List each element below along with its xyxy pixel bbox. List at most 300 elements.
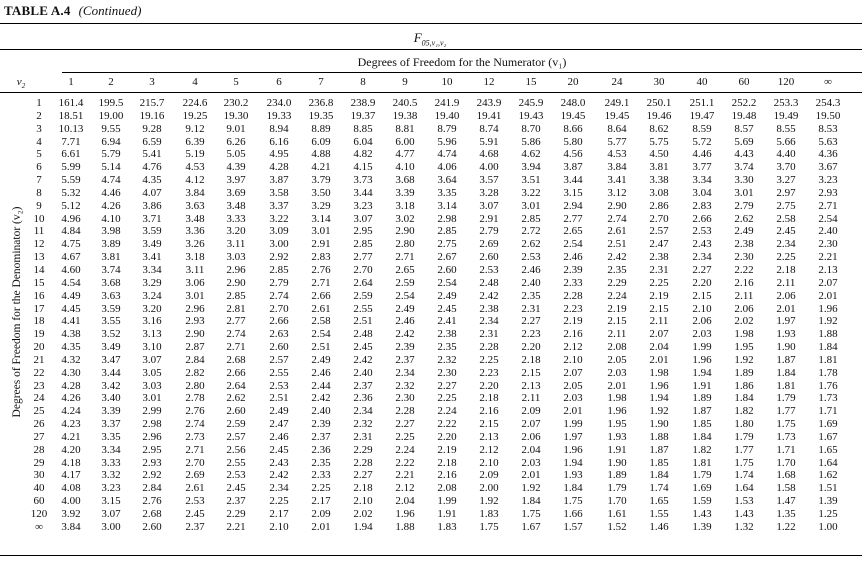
column-header-cell: 8 — [360, 76, 366, 88]
table-cell: 4.32 — [61, 353, 81, 366]
table-cell: 245.9 — [518, 97, 544, 109]
row-v2-label: 21 — [33, 353, 45, 366]
table-cell: 2.19 — [607, 302, 627, 315]
table-cell: 1.64 — [734, 482, 754, 495]
table-cell: 2.18 — [437, 456, 457, 469]
table-cell: 5.66 — [776, 135, 796, 148]
table-cell: 3.81 — [101, 251, 121, 264]
row-v2-label: 16 — [33, 289, 45, 302]
table-cell: 2.19 — [649, 289, 669, 302]
row-v2-label: 30 — [33, 469, 45, 482]
table-cell: 2.42 — [607, 251, 627, 264]
table-cell: 1.84 — [563, 482, 583, 495]
table-cell: 4.39 — [226, 161, 246, 174]
table-cell: 2.46 — [521, 263, 541, 276]
table-cell: 2.35 — [437, 341, 457, 354]
table-cell: 2.51 — [353, 315, 373, 328]
table-cell: 236.8 — [308, 97, 334, 109]
table-cell: 2.56 — [226, 443, 246, 456]
table-cell: 8.74 — [479, 122, 499, 135]
table-cell: 2.60 — [226, 405, 246, 418]
table-cell: 1.95 — [734, 341, 754, 354]
table-cell: 2.46 — [563, 251, 583, 264]
table-cell: 1.67 — [521, 520, 541, 533]
table-cell: 2.49 — [395, 302, 415, 315]
table-cell: 4.28 — [61, 379, 81, 392]
table-cell: 6.59 — [142, 135, 162, 148]
table-cell: 2.61 — [311, 302, 331, 315]
row-v2-label: 24 — [33, 392, 45, 405]
row-v2-label: 19 — [33, 328, 45, 341]
table-cell: 2.13 — [521, 379, 541, 392]
table-cell: 2.70 — [649, 212, 669, 225]
table-cell: 2.61 — [185, 482, 205, 495]
table-cell: 2.55 — [353, 302, 373, 315]
table-cell: 2.57 — [226, 430, 246, 443]
table-cell: 3.00 — [101, 520, 121, 533]
table-row — [0, 457, 862, 470]
table-cell: 254.3 — [815, 97, 841, 109]
table-cell: 2.80 — [395, 238, 415, 251]
table-cell: 3.37 — [101, 418, 121, 431]
row-v2-label: 12 — [33, 238, 45, 251]
f-distribution-symbol — [380, 30, 480, 48]
table-cell: 2.91 — [479, 212, 499, 225]
table-cell: 1.77 — [776, 405, 796, 418]
table-cell: 4.35 — [61, 341, 81, 354]
table-cell: 4.45 — [61, 302, 81, 315]
table-cell: 2.60 — [437, 263, 457, 276]
row-v2-label: 60 — [33, 495, 45, 508]
table-cell: 2.20 — [479, 379, 499, 392]
table-cell: 2.71 — [395, 251, 415, 264]
table-cell: 1.84 — [692, 430, 712, 443]
table-cell: 6.26 — [226, 135, 246, 148]
table-cell: 2.16 — [479, 405, 499, 418]
table-cell: 2.70 — [353, 263, 373, 276]
table-cell: 3.11 — [185, 263, 205, 276]
table-cell: 2.39 — [563, 263, 583, 276]
table-cell: 1.25 — [818, 508, 838, 520]
table-cell: 2.62 — [226, 392, 246, 405]
top-rule — [0, 23, 862, 24]
table-cell: 2.10 — [353, 495, 373, 508]
table-cell: 2.05 — [607, 353, 627, 366]
table-cell: 1.87 — [649, 443, 669, 456]
table-cell: 2.13 — [818, 263, 838, 276]
table-cell: 2.01 — [563, 405, 583, 418]
table-cell: 2.22 — [734, 263, 754, 276]
table-cell: 19.50 — [815, 109, 841, 122]
table-cell: 2.34 — [776, 238, 796, 251]
column-header-cell: 2 — [108, 76, 114, 88]
table-cell: 2.35 — [607, 263, 627, 276]
table-cell: 2.68 — [142, 508, 162, 520]
table-cell: 2.18 — [776, 263, 796, 276]
table-cell: 2.39 — [311, 418, 331, 431]
table-cell: 2.00 — [479, 482, 499, 495]
table-cell: 2.40 — [818, 225, 838, 238]
table-cell: 1.64 — [818, 456, 838, 469]
table-cell: 4.49 — [61, 289, 81, 302]
table-cell: 9.28 — [142, 122, 162, 135]
table-cell: 19.40 — [434, 109, 460, 122]
table-cell: 19.38 — [392, 109, 418, 122]
table-cell: 1.82 — [734, 405, 754, 418]
table-cell: 1.79 — [607, 482, 627, 495]
column-header-cell: 60 — [738, 76, 750, 88]
table-cell: 2.35 — [521, 289, 541, 302]
column-header-cell: 9 — [402, 76, 408, 88]
table-cell: 3.40 — [101, 392, 121, 405]
table-cell: 3.64 — [437, 174, 457, 187]
table-cell: 2.44 — [311, 379, 331, 392]
table-cell: 2.25 — [395, 430, 415, 443]
table-cell: 2.51 — [311, 341, 331, 354]
table-cell: 4.18 — [61, 456, 81, 469]
bottom-rule — [0, 555, 862, 556]
table-body — [0, 97, 862, 534]
table-cell: 4.26 — [61, 392, 81, 405]
table-cell: 1.67 — [818, 430, 838, 443]
table-cell: 4.21 — [61, 430, 81, 443]
table-cell: 1.69 — [692, 482, 712, 495]
table-cell: 5.79 — [101, 148, 121, 161]
table-cell: 7.71 — [61, 135, 81, 148]
table-cell: 1.73 — [776, 430, 796, 443]
table-cell: 1.75 — [563, 495, 583, 508]
table-cell: 2.69 — [479, 238, 499, 251]
table-cell: 2.66 — [311, 289, 331, 302]
table-cell: 2.06 — [776, 289, 796, 302]
table-row — [0, 213, 862, 226]
table-row — [0, 328, 862, 341]
table-cell: 2.83 — [692, 199, 712, 212]
table-cell: 4.15 — [353, 161, 373, 174]
table-cell: 2.11 — [521, 392, 541, 405]
table-cell: 2.07 — [818, 276, 838, 289]
table-cell: 2.15 — [692, 289, 712, 302]
table-cell: 1.83 — [479, 508, 499, 520]
table-cell: 2.07 — [563, 366, 583, 379]
row-v2-label: 17 — [33, 302, 45, 315]
table-cell: 2.01 — [607, 379, 627, 392]
table-cell: 5.99 — [61, 161, 81, 174]
table-cell: 2.08 — [607, 341, 627, 354]
table-cell: 2.42 — [395, 328, 415, 341]
column-header-row — [0, 76, 862, 90]
table-cell: 2.03 — [607, 366, 627, 379]
row-v2-label: 26 — [33, 418, 45, 431]
table-cell: 2.49 — [269, 405, 289, 418]
table-cell: 2.42 — [311, 392, 331, 405]
table-cell: 2.85 — [521, 212, 541, 225]
v2-header-base: v — [16, 76, 22, 88]
table-cell: 2.09 — [521, 405, 541, 418]
table-cell: 248.0 — [560, 97, 586, 109]
table-cell: 5.63 — [818, 135, 838, 148]
table-row — [0, 469, 862, 482]
table-cell: 1.92 — [479, 495, 499, 508]
table-cell: 3.23 — [101, 482, 121, 495]
table-cell: 1.68 — [776, 469, 796, 482]
table-cell: 3.86 — [142, 199, 162, 212]
table-cell: 1.84 — [649, 469, 669, 482]
table-cell: 2.29 — [607, 276, 627, 289]
table-cell: 2.25 — [776, 251, 796, 264]
table-cell: 3.35 — [437, 186, 457, 199]
table-cell: 5.69 — [734, 135, 754, 148]
table-cell: 3.52 — [101, 328, 121, 341]
table-cell: 2.79 — [734, 199, 754, 212]
table-cell: 1.99 — [692, 341, 712, 354]
row-v2-label: 18 — [33, 315, 45, 328]
table-cell: 2.65 — [395, 263, 415, 276]
table-cell: 2.90 — [607, 199, 627, 212]
table-cell: 5.86 — [521, 135, 541, 148]
table-cell: 2.23 — [521, 328, 541, 341]
table-cell: 2.49 — [311, 353, 331, 366]
table-cell: 243.9 — [476, 97, 502, 109]
table-cell: 250.1 — [646, 97, 672, 109]
table-cell: 8.53 — [818, 122, 838, 135]
table-cell: 2.92 — [269, 251, 289, 264]
table-row — [0, 303, 862, 316]
table-row — [0, 123, 862, 136]
table-cell: 2.34 — [353, 405, 373, 418]
table-cell: 1.85 — [692, 418, 712, 431]
table-cell: 2.43 — [692, 238, 712, 251]
table-cell: 2.96 — [142, 430, 162, 443]
denominator-label: Degrees of Freedom for the Denominator (v₂) — [11, 206, 23, 418]
table-cell: 1.35 — [776, 508, 796, 520]
table-cell: 19.41 — [476, 109, 502, 122]
table-cell: 3.03 — [142, 379, 162, 392]
table-cell: 2.48 — [353, 328, 373, 341]
table-cell: 2.77 — [226, 315, 246, 328]
table-cell: 199.5 — [98, 97, 124, 109]
table-row — [0, 251, 862, 264]
table-cell: 3.22 — [269, 212, 289, 225]
table-cell: 3.73 — [353, 174, 373, 187]
row-v2-label: 23 — [33, 379, 45, 392]
table-cell: 1.74 — [734, 469, 754, 482]
table-cell: 2.33 — [311, 469, 331, 482]
table-cell: 2.79 — [479, 225, 499, 238]
table-row — [0, 264, 862, 277]
table-cell: 3.63 — [101, 289, 121, 302]
table-row — [0, 174, 862, 187]
table-row — [0, 482, 862, 495]
table-cell: 8.89 — [311, 122, 331, 135]
table-cell: 2.22 — [395, 456, 415, 469]
table-cell: 2.83 — [311, 251, 331, 264]
table-cell: 1.79 — [734, 430, 754, 443]
table-cell: 2.99 — [142, 405, 162, 418]
table-cell: 2.96 — [185, 302, 205, 315]
table-cell: 251.1 — [689, 97, 715, 109]
table-cell: 230.2 — [223, 97, 249, 109]
table-cell: 8.79 — [437, 122, 457, 135]
table-cell: 10.13 — [58, 122, 84, 135]
table-cell: 1.47 — [776, 495, 796, 508]
table-cell: 2.79 — [269, 276, 289, 289]
table-cell: 6.16 — [269, 135, 289, 148]
table-cell: 3.32 — [101, 469, 121, 482]
table-cell: 1.89 — [607, 469, 627, 482]
table-cell: 2.96 — [226, 263, 246, 276]
table-cell: 19.49 — [773, 109, 799, 122]
table-cell: 2.31 — [649, 263, 669, 276]
table-cell: 3.51 — [521, 174, 541, 187]
table-cell: 3.50 — [311, 186, 331, 199]
table-cell: 1.39 — [818, 495, 838, 508]
table-cell: 19.37 — [350, 109, 376, 122]
table-cell: 4.17 — [61, 469, 81, 482]
table-cell: 2.21 — [226, 520, 246, 533]
table-row — [0, 110, 862, 123]
table-cell: 3.74 — [101, 263, 121, 276]
table-cell: 5.19 — [185, 148, 205, 161]
table-cell: 2.25 — [311, 482, 331, 495]
table-cell: 2.16 — [734, 276, 754, 289]
table-cell: 5.41 — [142, 148, 162, 161]
table-cell: 2.60 — [479, 251, 499, 264]
table-row — [0, 161, 862, 174]
table-cell: 2.01 — [776, 302, 796, 315]
table-cell: 1.55 — [649, 508, 669, 520]
table-cell: 3.44 — [563, 174, 583, 187]
table-cell: 2.42 — [479, 289, 499, 302]
table-cell: 2.85 — [226, 289, 246, 302]
table-cell: 3.22 — [521, 186, 541, 199]
table-cell: 19.43 — [518, 109, 544, 122]
table-cell: 2.29 — [226, 508, 246, 520]
table-cell: 3.03 — [226, 251, 246, 264]
table-cell: 1.84 — [734, 392, 754, 405]
table-cell: 1.79 — [776, 392, 796, 405]
table-cell: 2.91 — [311, 238, 331, 251]
table-cell: 1.61 — [607, 508, 627, 520]
table-cell: 2.61 — [607, 225, 627, 238]
table-cell: 2.45 — [353, 341, 373, 354]
table-cell: 2.53 — [185, 495, 205, 508]
table-cell: 4.10 — [395, 161, 415, 174]
table-cell: 2.27 — [353, 469, 373, 482]
table-cell: 2.62 — [734, 212, 754, 225]
table-cell: 8.59 — [692, 122, 712, 135]
table-cell: 3.35 — [101, 430, 121, 443]
table-cell: 2.40 — [521, 276, 541, 289]
table-cell: 2.38 — [479, 302, 499, 315]
table-cell: 2.15 — [521, 366, 541, 379]
table-cell: 2.18 — [479, 392, 499, 405]
table-cell: 4.68 — [479, 148, 499, 161]
table-cell: 1.83 — [437, 520, 457, 533]
column-header-cell: 6 — [276, 76, 282, 88]
table-cell: 2.49 — [437, 289, 457, 302]
row-v2-label: 3 — [36, 122, 42, 135]
table-cell: 2.59 — [226, 418, 246, 431]
table-cell: 2.10 — [692, 302, 712, 315]
table-cell: 2.74 — [269, 289, 289, 302]
table-cell: 241.9 — [434, 97, 460, 109]
table-cell: 2.28 — [395, 405, 415, 418]
row-v2-label: 28 — [33, 443, 45, 456]
table-cell: 19.35 — [308, 109, 334, 122]
table-cell: 3.15 — [101, 495, 121, 508]
table-cell: 1.90 — [776, 341, 796, 354]
table-cell: 5.32 — [61, 186, 81, 199]
table-cell: 3.77 — [692, 161, 712, 174]
row-v2-label: 13 — [33, 251, 45, 264]
table-cell: 8.85 — [353, 122, 373, 135]
table-cell: 2.37 — [311, 430, 331, 443]
table-cell: 2.71 — [311, 276, 331, 289]
table-cell: 1.52 — [607, 520, 627, 533]
table-cell: 3.44 — [101, 366, 121, 379]
table-cell: 2.54 — [563, 238, 583, 251]
table-cell: 2.09 — [311, 508, 331, 520]
table-row — [0, 367, 862, 380]
table-cell: 2.66 — [692, 212, 712, 225]
table-number: TABLE A.4 — [4, 3, 71, 18]
table-cell: 2.20 — [692, 276, 712, 289]
table-cell: 2.31 — [353, 430, 373, 443]
row-v2-label: 7 — [36, 174, 42, 187]
table-cell: 4.77 — [395, 148, 415, 161]
table-cell: 2.77 — [563, 212, 583, 225]
table-cell: 3.18 — [395, 199, 415, 212]
table-cell: 2.58 — [776, 212, 796, 225]
numerator-label: Degrees of Freedom for the Numerator (v₁) — [357, 55, 567, 69]
column-header-cell: 3 — [149, 76, 155, 88]
table-cell: 1.66 — [563, 508, 583, 520]
table-cell: 2.25 — [269, 495, 289, 508]
table-cell: 2.85 — [269, 263, 289, 276]
table-cell: 2.30 — [734, 251, 754, 264]
table-cell: 2.47 — [649, 238, 669, 251]
table-cell: 2.43 — [269, 456, 289, 469]
table-cell: 1.39 — [692, 520, 712, 533]
table-cell: 3.26 — [185, 238, 205, 251]
table-cell: 5.91 — [479, 135, 499, 148]
column-header-cell: 10 — [441, 76, 453, 88]
table-cell: 2.04 — [521, 443, 541, 456]
table-cell: 249.1 — [604, 97, 630, 109]
row-v2-label: 6 — [36, 161, 42, 174]
table-cell: 3.49 — [142, 238, 162, 251]
table-cell: 18.51 — [58, 109, 84, 122]
table-cell: 2.53 — [479, 263, 499, 276]
table-cell: 238.9 — [350, 97, 376, 109]
table-cell: 240.5 — [392, 97, 418, 109]
table-cell: 2.45 — [776, 225, 796, 238]
table-cell: 1.69 — [818, 418, 838, 431]
table-row — [0, 380, 862, 393]
table-cell: 3.55 — [101, 315, 121, 328]
table-cell: 2.87 — [185, 341, 205, 354]
table-cell: 4.07 — [142, 186, 162, 199]
table-cell: 4.75 — [61, 238, 81, 251]
row-v2-label: 2 — [36, 109, 42, 122]
table-cell: 3.33 — [101, 456, 121, 469]
table-cell: 1.81 — [818, 353, 838, 366]
table-cell: 1.98 — [734, 328, 754, 341]
table-cell: 2.13 — [479, 430, 499, 443]
table-cell: 2.10 — [269, 520, 289, 533]
table-cell: 2.25 — [649, 276, 669, 289]
